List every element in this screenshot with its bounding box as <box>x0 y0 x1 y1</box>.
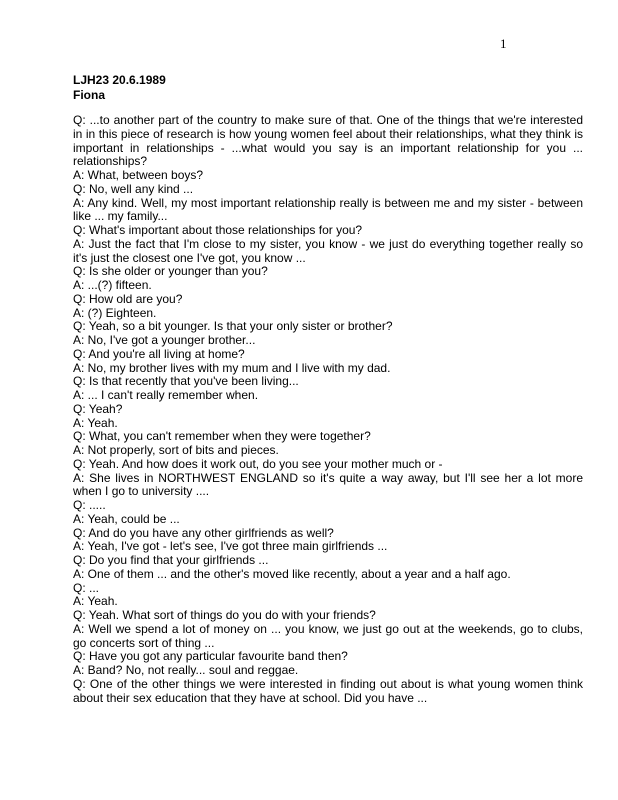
transcript-line: Q: ..... <box>73 498 106 512</box>
transcript-line: Q: What's important about those relationships for you? <box>73 223 363 237</box>
transcript-line: A: Yeah. <box>73 594 118 609</box>
transcript-line: A: No, I've got a younger brother... <box>73 333 256 347</box>
transcript-line: Q: Yeah. And how does it work out, do you see your mother much or - <box>73 456 443 471</box>
transcript-line: Q: Have you got any particular favourite band then? <box>73 649 348 664</box>
transcript-line: A: Well we spend a lot of money on ... you know, we just go out at the weekends, go to clubs, go concerts sort of thing ... <box>73 621 583 650</box>
transcript-line: Q: ... <box>73 580 100 595</box>
transcript-line: A: (?) Eighteen. <box>73 305 157 320</box>
transcript-line: Q: And you're all living at home? <box>73 346 245 361</box>
transcript-line: A: Yeah, could be ... <box>73 511 180 526</box>
transcript-line: A: No, my brother lives with my mum and I live with my dad. <box>73 360 391 375</box>
transcript-line: Q: What, you can't remember when they were together? <box>73 429 371 444</box>
transcript-code: LJH23 20.6.1989 <box>73 73 166 87</box>
transcript-line: A: Band? No, not really... soul and reggae. <box>73 663 299 677</box>
transcript-line: Q: Is she older or younger than you? <box>73 264 268 279</box>
transcript-line: A: Just the fact that I'm close to my sister, you know - we just do everything together really so it's just the closest one I've got, you know ... <box>73 236 583 265</box>
transcript-line: A: She lives in NORTHWEST ENGLAND so it's quite a way away, but I'll see her a lot more when I go to university .... <box>73 470 583 499</box>
interviewee-name: Fiona <box>73 88 105 102</box>
transcript-line: Q: No, well any kind ... <box>73 181 194 196</box>
transcript-body <box>73 114 583 705</box>
transcript-line: A: Not properly, sort of bits and pieces. <box>73 443 279 457</box>
page-number: 1 <box>500 36 507 51</box>
transcript-line: A: What, between boys? <box>73 168 204 182</box>
transcript-line: Q: Do you find that your girlfriends ... <box>73 553 269 567</box>
transcript-line: Q: How old are you? <box>73 291 183 306</box>
transcript-line: A: One of them ... and the other's moved like recently, about a year and a half ago. <box>73 566 511 581</box>
transcript-line: Q: And do you have any other girlfriends as well? <box>73 525 334 540</box>
transcript-line: Q: Is that recently that you've been living... <box>73 374 299 389</box>
transcript-line: A: ... I can't really remember when. <box>73 388 259 402</box>
transcript-line: Q: ...to another part of the country to make sure of that. One of the things that we're interested in in this piece of research is how young women feel about their relationships, what they think is important in relationships - ...what would you say is an important relationship for you ... relationships? <box>73 113 583 169</box>
transcript-line: A: ...(?) fifteen. <box>73 278 152 292</box>
transcript-line: A: Yeah. <box>73 415 118 430</box>
transcript-line: Q: Yeah, so a bit younger. Is that your only sister or brother? <box>73 319 393 334</box>
transcript-line: Q: Yeah. What sort of things do you do with your friends? <box>73 608 376 622</box>
transcript-header <box>73 73 166 103</box>
transcript-line: A: Any kind. Well, my most important relationship really is between me and my sister - between like ... my family... <box>73 195 583 224</box>
transcript-line: Q: One of the other things we were interested in finding out about is what young women think about their sex education that they have at school. Did you have ... <box>73 676 583 705</box>
transcript-line: Q: Yeah? <box>73 401 123 416</box>
transcript-line: A: Yeah, I've got - let's see, I've got three main girlfriends ... <box>73 539 388 554</box>
